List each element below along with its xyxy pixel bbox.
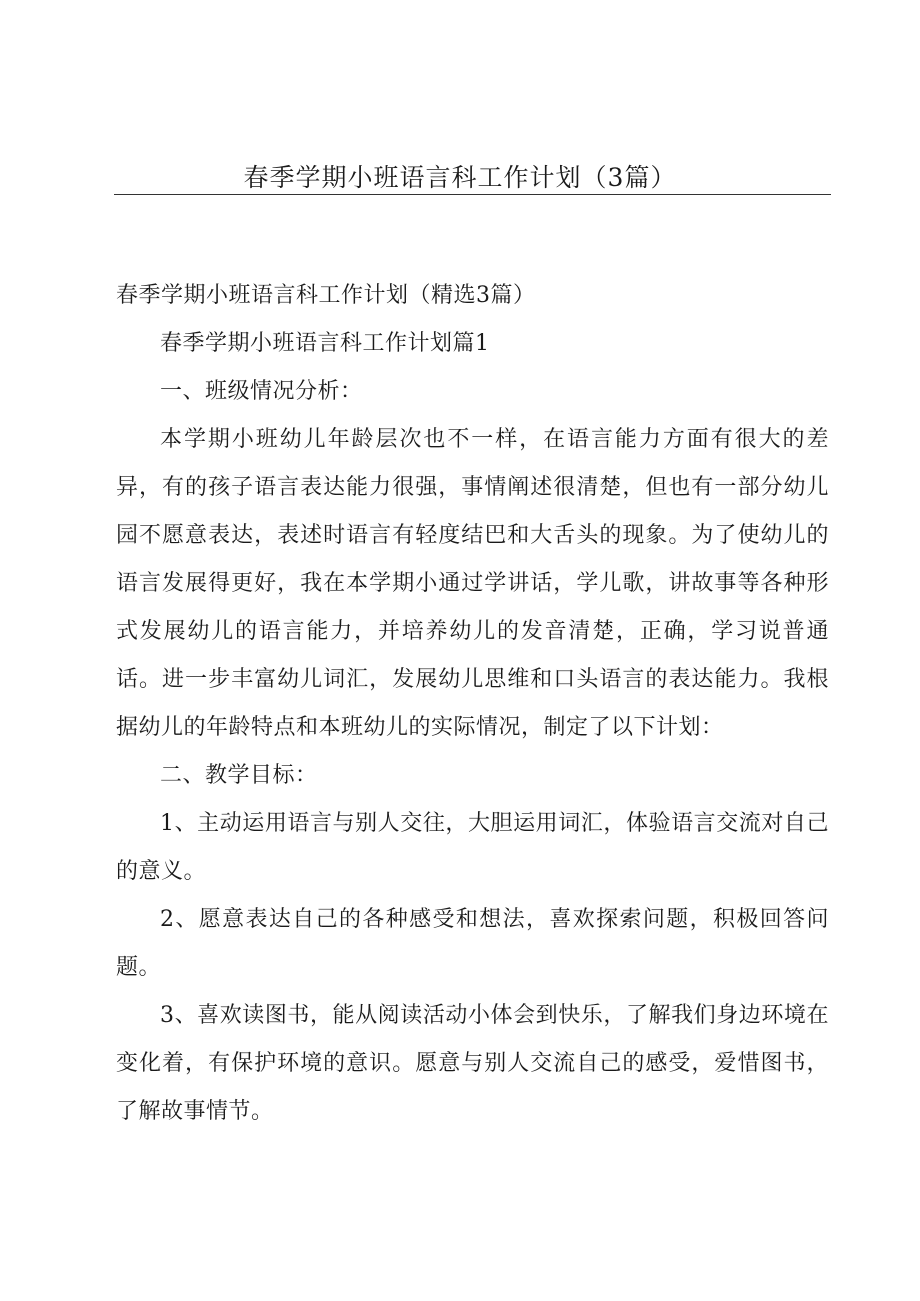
- heading-class-analysis: 一、班级情况分析：: [160, 379, 363, 404]
- goal-item-3: 3、喜欢读图书，能从阅读活动小体会到快乐，了解我们身边环境在变化着，有保护环境的意识。愿意与别人交流自己的感受，爱惜图书，了解故事情节。: [116, 1003, 829, 1124]
- document-subtitle: 春季学期小班语言科工作计划（精选3篇）: [116, 283, 536, 308]
- document-title: 春季学期小班语言科工作计划（3篇）: [243, 163, 677, 192]
- section-heading: 春季学期小班语言科工作计划篇1: [160, 331, 490, 356]
- paragraph-class-analysis: 本学期小班幼儿年龄层次也不一样，在语言能力方面有很大的差异，有的孩子语言表达能力很强，事情阐述很清楚，但也有一部分幼儿园不愿意表达，表述时语言有轻度结巴和大舌头的现象。为了使幼儿的语言发展得更好，我在本学期小通过学讲话，学儿歌，讲故事等各种形式发展幼儿的语言能力，并培养幼儿的发音清楚，正确，学习说普通话。进一步丰富幼儿词汇，发展幼儿思维和口头语言的表达能力。我根据幼儿的年龄特点和本班幼儿的实际情况，制定了以下计划：: [116, 427, 829, 740]
- title-underline: [114, 194, 831, 195]
- document-body: [116, 272, 829, 1136]
- goal-item-2: 2、愿意表达自己的各种感受和想法，喜欢探索问题，积极回答问题。: [116, 907, 829, 980]
- goal-item-1: 1、主动运用语言与别人交往，大胆运用词汇，体验语言交流对自己的意义。: [116, 811, 829, 884]
- heading-teaching-goals: 二、教学目标：: [160, 763, 318, 788]
